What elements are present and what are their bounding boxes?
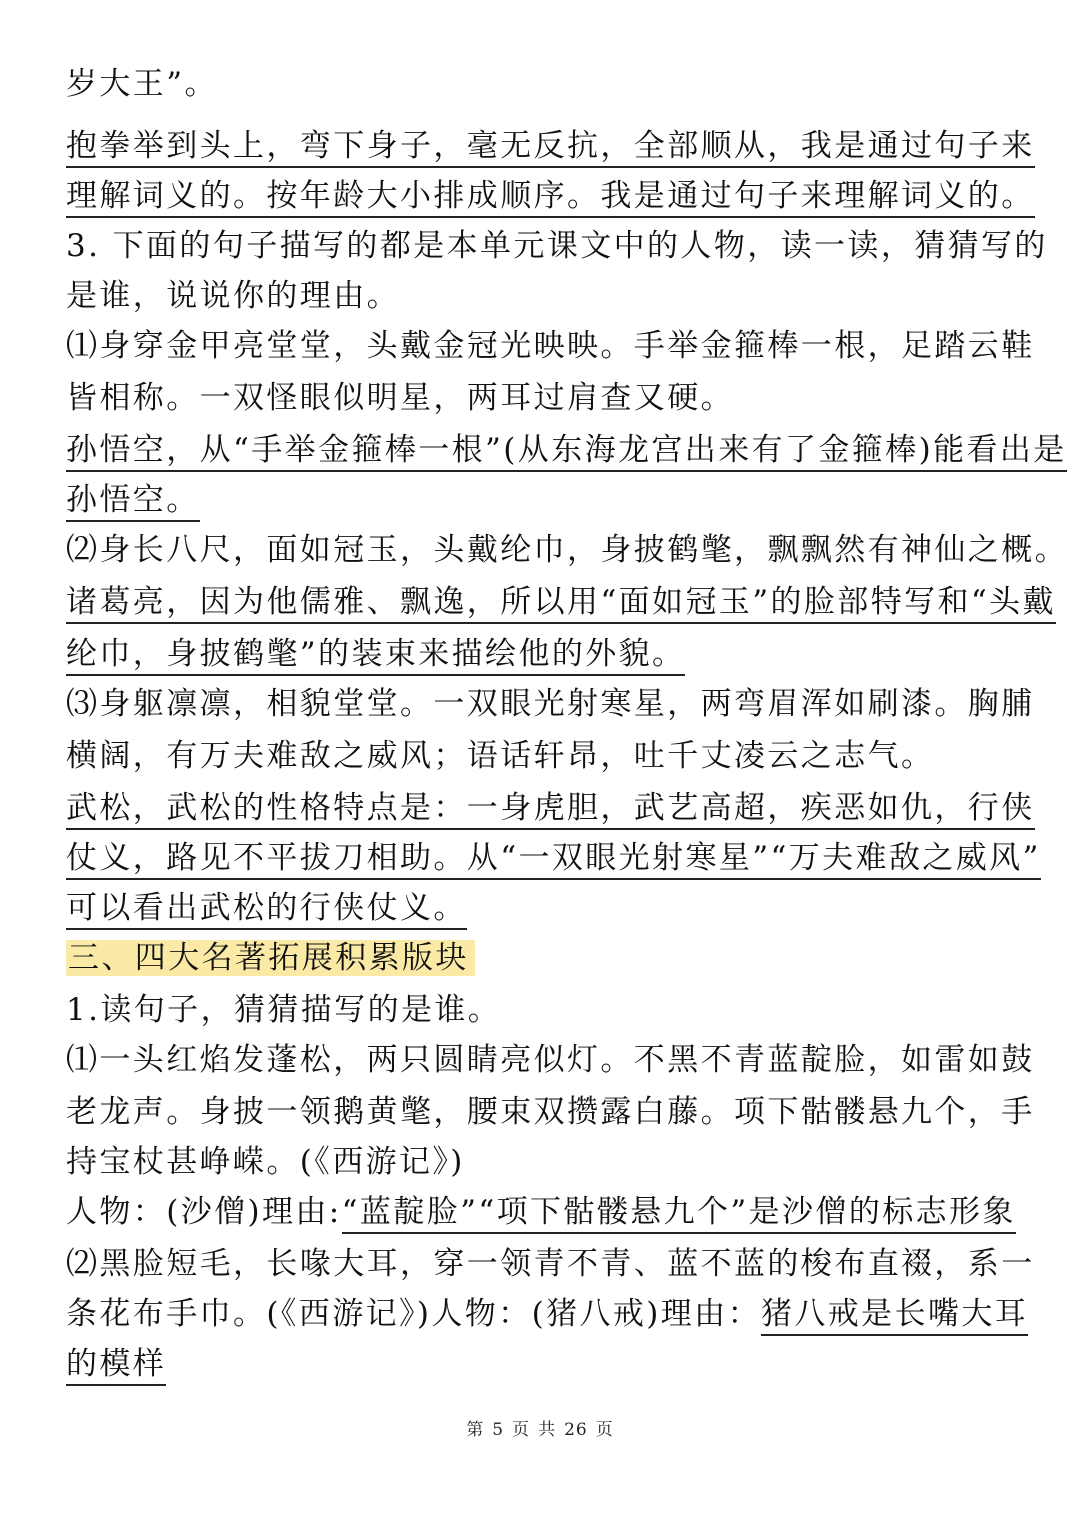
passage-text: ⑴身穿金甲亮堂堂，头戴金冠光映映。手举金箍棒一根，足踏云鞋 [66, 328, 1035, 364]
passage-text: 横阔，有万夫难敌之威风；语话轩昂，吐千丈凌云之志气。 [66, 738, 935, 774]
answer-text: 理解词义的。按年龄大小排成顺序。我是通过句子来理解词义的。 [66, 178, 1035, 218]
question-line [66, 224, 1048, 270]
answer-line [66, 836, 1041, 882]
answer-text: 武松，武松的性格特点是：一身虎胆，武艺高超，疾恶如仇，行侠 [66, 790, 1035, 830]
passage-line [66, 734, 934, 780]
answer-text: 孙悟空。 [66, 482, 200, 522]
passage-line [66, 1242, 1035, 1288]
answer-line [66, 1292, 1028, 1338]
footer-di: 第 [466, 1420, 485, 1440]
section-heading [66, 936, 475, 982]
text-line [66, 62, 218, 108]
footer-ye: 页 [512, 1420, 531, 1440]
question-text: 是谁，说说你的理由。 [66, 278, 400, 314]
answer-text: 孙悟空，从“手举金箍棒一根”(从东海龙宫出来有了金箍棒)能看出是 [66, 432, 1067, 472]
page-footer [0, 1415, 1080, 1440]
answer-line [66, 428, 1067, 474]
passage-text: ⑴一头红焰发蓬松，两只圆睛亮似灯。不黑不青蓝靛脸，如雷如鼓 [66, 1042, 1035, 1078]
answer-prefix: 人物：(沙僧)理由: [66, 1194, 342, 1230]
answer-text: “蓝靛脸”“项下骷髅悬九个”是沙僧的标志形象 [342, 1194, 1016, 1234]
answer-line [66, 174, 1035, 220]
answer-text: 诸葛亮，因为他儒雅、飘逸，所以用“面如冠玉”的脸部特写和“头戴 [66, 584, 1056, 624]
answer-text: 的模样 [66, 1346, 166, 1386]
passage-line [66, 1038, 1035, 1084]
question-line [66, 274, 400, 320]
passage-text: ⑶身躯凛凛，相貌堂堂。一双眼光射寒星，两弯眉浑如刷漆。胸脯 [66, 686, 1035, 722]
passage-text: ⑵身长八尺，面如冠玉，头戴纶巾，身披鹤氅，飘飘然有神仙之概。 [66, 532, 1068, 568]
answer-line [66, 478, 200, 524]
footer-ye: 页 [595, 1420, 614, 1440]
answer-line [66, 124, 1035, 170]
answer-line [66, 1342, 166, 1388]
question-line [66, 988, 501, 1034]
passage-line [66, 682, 1035, 728]
passage-line [66, 324, 1035, 370]
question-text: 1.读句子，猜猜描写的是谁。 [66, 992, 502, 1028]
answer-text: 抱拳举到头上，弯下身子，毫无反抗，全部顺从，我是通过句子来 [66, 128, 1035, 168]
answer-text: 猪八戒是长嘴大耳 [761, 1296, 1028, 1336]
answer-prefix: 条花布手巾。(《西游记》)人物：(猪八戒)理由： [66, 1296, 761, 1332]
passage-line [66, 1090, 1035, 1136]
footer-gong: 共 [538, 1420, 557, 1440]
passage-line [66, 528, 1068, 574]
answer-line [66, 886, 467, 932]
passage-text: 皆相称。一双怪眼似明星，两耳过肩查又硬。 [66, 380, 734, 416]
passage-text: 持宝杖甚峥嵘。(《西游记》) [66, 1144, 465, 1180]
passage-text: ⑵黑脸短毛，长喙大耳，穿一领青不青、蓝不蓝的梭布直裰，系一 [66, 1246, 1035, 1282]
passage-text: 老龙声。身披一领鹅黄氅，腰束双攒露白藤。项下骷髅悬九个，手 [66, 1094, 1035, 1130]
section-heading-text: 三、四大名著拓展积累版块 [66, 940, 475, 976]
passage-line [66, 376, 734, 422]
answer-text: 仗义，路见不平拔刀相助。从“一双眼光射寒星”“万夫难敌之威风” [66, 840, 1041, 880]
answer-line [66, 786, 1035, 832]
answer-text: 可以看出武松的行侠仗义。 [66, 890, 467, 930]
page-number: 5 [492, 1420, 505, 1440]
answer-text: 纶巾，身披鹤氅”的装束来描绘他的外貌。 [66, 636, 685, 676]
answer-line [66, 1190, 1016, 1236]
text: 岁大王”。 [66, 66, 218, 102]
answer-line [66, 632, 685, 678]
page-total: 26 [564, 1420, 588, 1440]
passage-line [66, 1140, 465, 1186]
question-text: 3. 下面的句子描写的都是本单元课文中的人物，读一读，猜猜写的 [66, 228, 1048, 264]
answer-line [66, 580, 1056, 626]
